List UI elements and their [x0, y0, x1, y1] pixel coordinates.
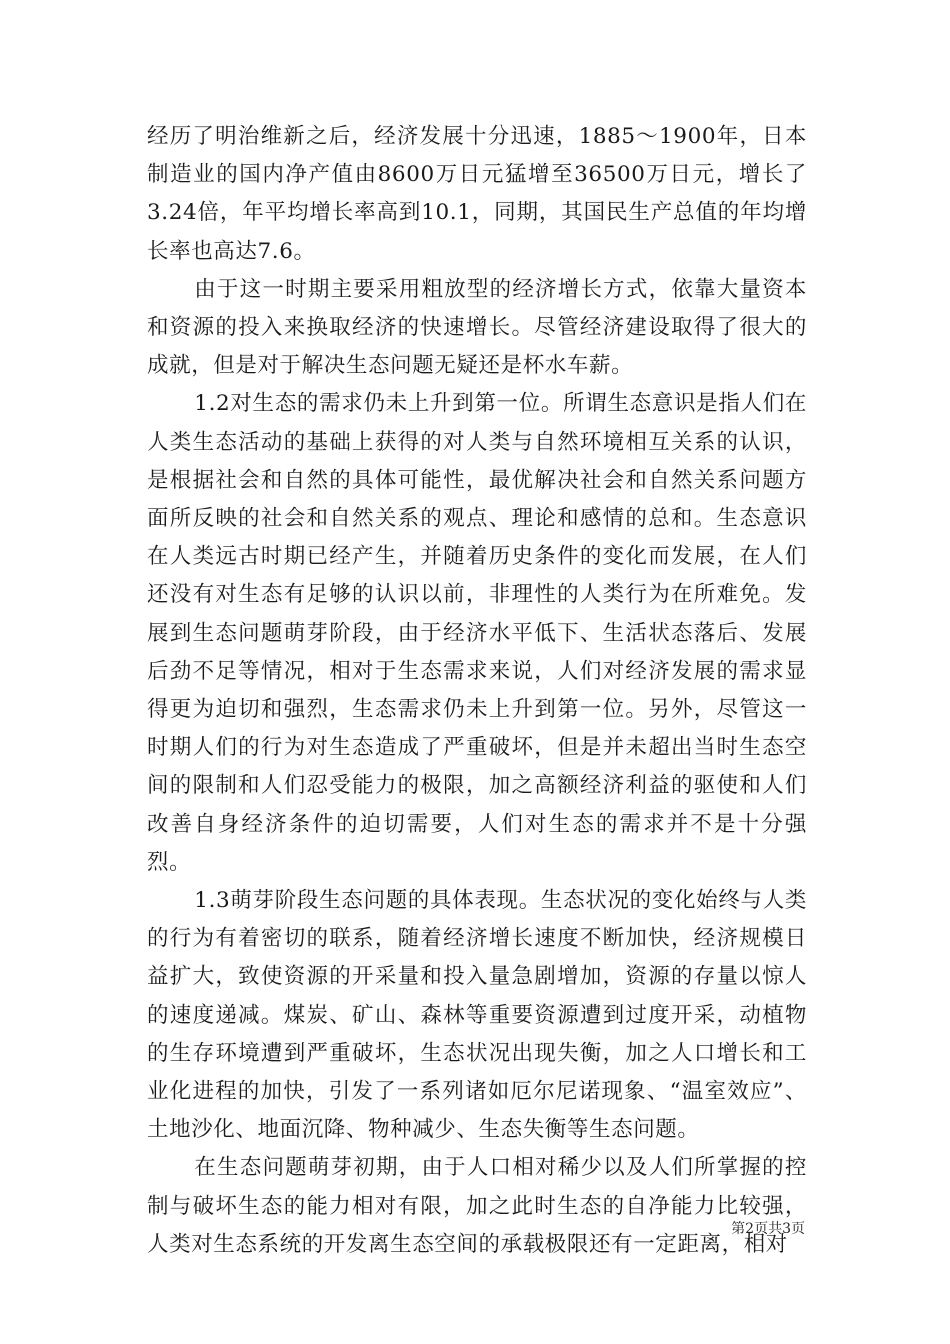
paragraph-1: 经历了明治维新之后，经济发展十分迅速，1885～1900年，日本制造业的国内净产值由8600万日元猛增至36500万日元，增长了3.24倍，年平均增长率高到10.1，同期，其国民生产总值的年均增长率也高达7.6。 [147, 124, 807, 264]
paragraph-4: 1.3萌芽阶段生态问题的具体表现。生态状况的变化始终与人类的行为有着密切的联系，随着经济增长速度不断加快，经济规模日益扩大，致使资源的开采量和投入量急剧增加，资源的存量以惊人的速度递减。煤炭、矿山、森林等重要资源遭到过度开采，动植物的生存环境遭到严重破坏，生态状况出现失衡，加之人口增长和工业化进程的加快，引发了一系列诸如厄尔尼诺现象、“温室效应”、土地沙化、地面沉降、物种减少、生态失衡等生态问题。 [147, 888, 807, 1143]
paragraph-5: 在生态问题萌芽初期，由于人口相对稀少以及人们所掌握的控制与破坏生态的能力相对有限，加之此时生态的自净能力比较强，人类对生态系统的开发离生态空间的承载极限还有一定距离，相对 [147, 1155, 807, 1257]
page-number-label: 第2页共3页 [731, 1221, 805, 1237]
paragraph-2: 由于这一时期主要采用粗放型的经济增长方式，依靠大量资本和资源的投入来换取经济的快速增长。尽管经济建设取得了很大的成就，但是对于解决生态问题无疑还是杯水车薪。 [147, 276, 807, 379]
paragraph-3: 1.2对生态的需求仍未上升到第一位。所谓生态意识是指人们在人类生态活动的基础上获得的对人类与自然环境相互关系的认识，是根据社会和自然的具体可能性，最优解决社会和自然关系问题方面所反映的社会和自然关系的观点、理论和感情的总和。生态意识在人类远古时期已经产生，并随着历史条件的变化而发展，在人们还没有对生态有足够的认识以前，非理性的人类行为在所难免。发展到生态问题萌芽阶段，由于经济水平低下、生活状态落后、发展后劲不足等情况，相对于生态需求来说，人们对经济发展的需求显得更为迫切和强烈，生态需求仍未上升到第一位。另外，尽管这一时期人们的行为对生态造成了严重破坏，但是并未超出当时生态空间的限制和人们忍受能力的极限，加之高额经济利益的驱使和人们改善自身经济条件的迫切需要，人们对生态的需求并不是十分强烈。 [147, 391, 807, 875]
page-number-footer [731, 1218, 805, 1238]
document-body [147, 118, 807, 1264]
